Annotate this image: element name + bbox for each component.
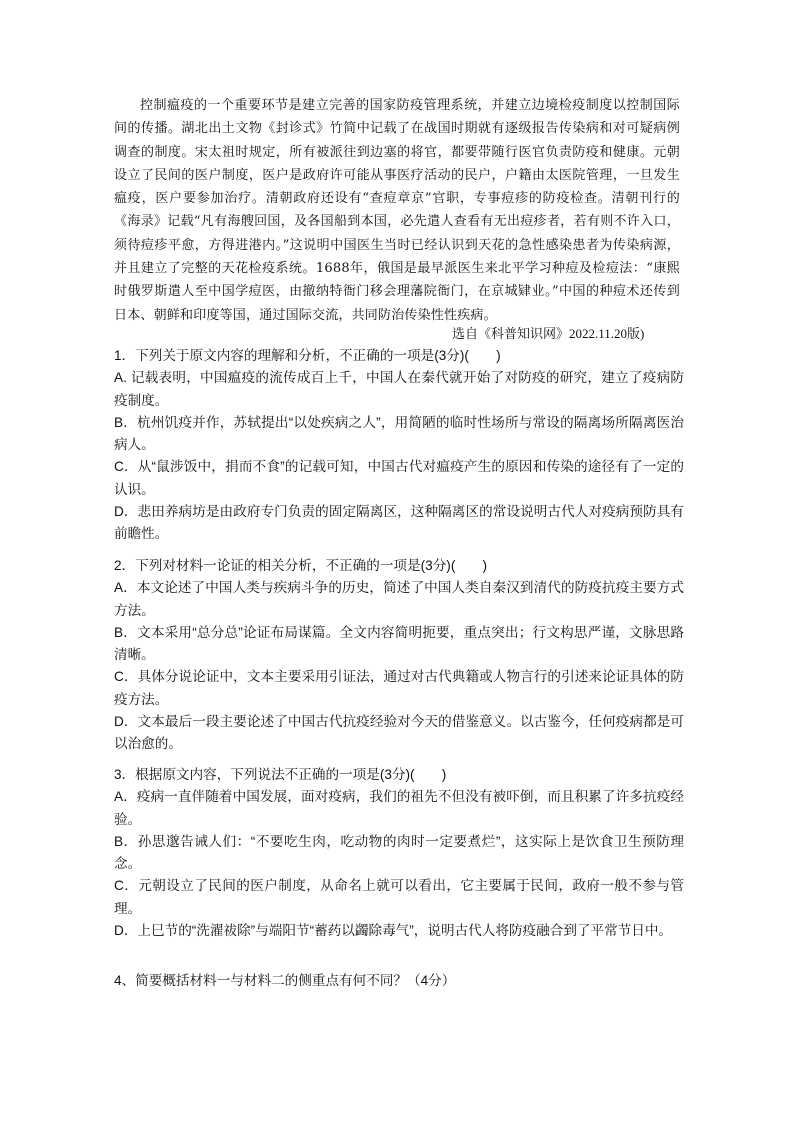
option-d: D．文本最后一段主要论述了中国古代抗疫经验对今天的借鉴意义。以古鉴今，任何疫病都是可以治愈的。 [114,714,684,752]
question-3 [114,764,684,942]
question-stem: 3．根据原文内容，下列说法不正确的一项是(3分)( ) [114,767,447,782]
option-a: A．疫病一直伴随着中国发展，面对疫病，我们的祖先不但没有被吓倒，而且积累了许多抗疫经验。 [114,789,684,827]
option-b: B．孙思邈告诫人们：“不要吃生肉，吃动物的肉时一定要煮烂”，这实际上是饮食卫生预防理念。 [114,833,684,872]
passage-source: 选自《科普知识网》2022.11.20版) [452,326,645,341]
question-stem: 1．下列关于原文内容的理解和分析，不正确的一项是(3分)( ) [114,348,501,363]
option-c: C．具体分说论证中，文本主要采用引证法，通过对古代典籍或人物言行的引述来论证具体的防疫方法。 [114,669,684,707]
question-stem: 2．下列对材料一论证的相关分析，不正确的一项是(3分)( ) [114,558,488,573]
question-4: 4、简要概括材料一与材料二的侧重点有何不同？（4分） [114,973,456,988]
option-c: C．从“鼠涉饭中，捐而不食”的记载可知，中国古代对瘟疫产生的原因和传染的途径有了一定的认识。 [114,459,684,497]
option-a: A．本文论述了中国人类与疾病斗争的历史，简述了中国人类自秦汉到清代的防疫抗疫主要方式方法。 [114,580,684,618]
option-b: B．文本采用“总分总”论证布局谋篇。全文内容简明扼要，重点突出；行文构思严谨，文脉思路清晰。 [114,624,684,663]
option-c: C．元朝设立了民间的医户制度，从命名上就可以看出，它主要属于民间，政府一般不参与管理。 [114,878,684,916]
option-d: D．悲田养病坊是由政府专门负责的固定隔离区，这种隔离区的常设说明古代人对疫病预防具有前瞻性。 [114,504,684,542]
reading-passage: 控制瘟疫的一个重要环节是建立完善的国家防疫管理系统，并建立边境检疫制度以控制国际间的传播。湖北出土文物《封诊式》竹简中记载了在战国时期就有逐级报告传染病和对可疑病例调查的制度。宋太祖时规定，所有被派往到边塞的将官，都要带随行医官负责防疫和健康。元朝设立了民间的医户制度，医户是政府许可能从事医疗活动的民户，户籍由太医院管理，一旦发生瘟疫，医户要参加治疗。清朝政府还设有“查痘章京”官职，专事痘疹的防疫检查。清朝刊行的《海录》记载“凡有海艘回国，及各国船到本国，必先遣人查看有无出痘疹者，若有则不许入口，须待痘疹平愈，方得进港内。”这说明中国医生当时已经认识到天花的急性感染患者为传染病源，并且建立了完整的天花检疫系统。1688年，俄国是最早派医生来北平学习种痘及检痘法：“康熙时俄罗斯遣人至中国学痘医，由撤纳特衙门移会理藩院衙门，在京城肄业。”中国的种痘术还传到日本、朝鲜和印度等国，通过国际交流，共同防治传染性性疾病。 [114,98,680,323]
option-b: B．杭州饥疫并作，苏轼提出“以处疾病之人”，用简陋的临时性场所与常设的隔离场所隔离医治病人。 [114,414,684,453]
option-d: D．上巳节的“洗濯祓除”与端阳节“蓄药以蠲除毒气”，说明古代人将防疫融合到了平常节日中。 [114,923,673,939]
question-2 [114,555,684,756]
option-a: A. 记载表明，中国瘟疫的流传成百上千，中国人在秦代就开始了对防疫的研究，建立了疫病防疫制度。 [114,370,684,408]
question-1 [114,345,684,546]
